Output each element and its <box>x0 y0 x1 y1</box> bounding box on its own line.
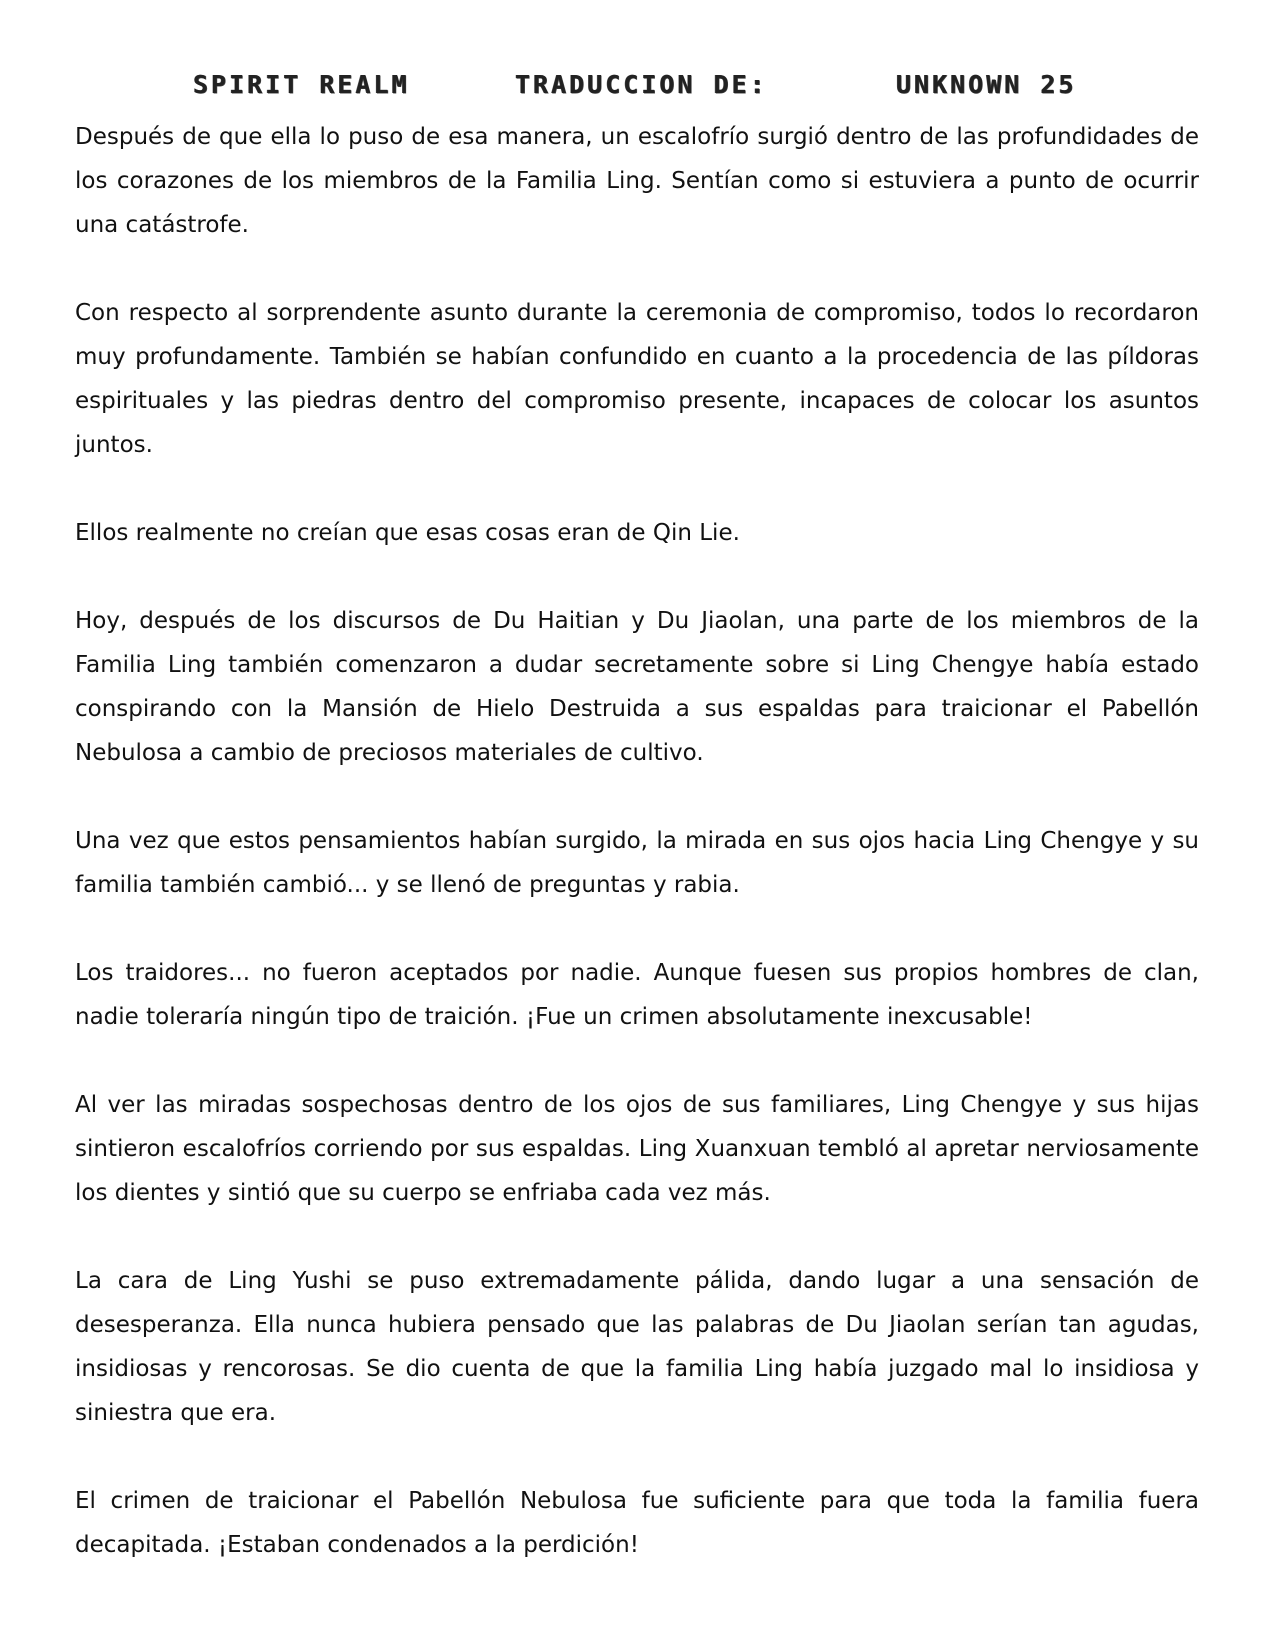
paragraph: El crimen de traicionar el Pabellón Nebulosa fue suficiente para que toda la familia fuera decapitada. ¡Estaban condenados a la perdición! <box>75 1488 1199 1558</box>
paragraph: Después de que ella lo puso de esa manera, un escalofrío surgió dentro de las profundidades de los corazones de los miembros de la Familia Ling. Sentían como si estuviera a punto de ocurrir una catástrofe. <box>75 124 1199 238</box>
paragraph: Hoy, después de los discursos de Du Haitian y Du Jiaolan, una parte de los miembros de la Familia Ling también comenzaron a dudar secretamente sobre si Ling Chengye había estado conspirando con la Mansión de Hielo Destruida a sus espaldas para traicionar el Pabellón Nebulosa a cambio de preciosos materiales de cultivo. <box>75 608 1199 766</box>
header-translation-label: TRADUCCION DE: <box>515 70 768 99</box>
header-translator-name: UNKNOWN 25 <box>896 70 1077 99</box>
paragraph: Una vez que estos pensamientos habían surgido, la mirada en sus ojos hacia Ling Chengye y su familia también cambió... y se llenó de preguntas y rabia. <box>75 828 1199 898</box>
paragraph: Los traidores... no fueron aceptados por nadie. Aunque fuesen sus propios hombres de clan, nadie toleraría ningún tipo de traición. ¡Fue un crimen absolutamente inexcusable! <box>75 960 1199 1030</box>
paragraph: Con respecto al sorprendente asunto durante la ceremonia de compromiso, todos lo recordaron muy profundamente. También se habían confundido en cuanto a la procedencia de las píldoras espirituales y las piedras dentro del compromiso presente, incapaces de colocar los asuntos juntos. <box>75 300 1199 458</box>
header-series-title: SPIRIT REALM <box>193 70 410 99</box>
paragraph: Ellos realmente no creían que esas cosas eran de Qin Lie. <box>75 520 740 546</box>
page-header <box>0 70 1275 110</box>
paragraph: Al ver las miradas sospechosas dentro de los ojos de sus familiares, Ling Chengye y sus hijas sintieron escalofríos corriendo por sus espaldas. Ling Xuanxuan tembló al apretar nerviosamente los dientes y sintió que su cuerpo se enfriaba cada vez más. <box>75 1092 1199 1206</box>
document-body <box>75 115 1199 1611</box>
paragraph: La cara de Ling Yushi se puso extremadamente pálida, dando lugar a una sensación de desesperanza. Ella nunca hubiera pensado que las palabras de Du Jiaolan serían tan agudas, insidiosas y rencorosas. Se dio cuenta de que la familia Ling había juzgado mal lo insidiosa y siniestra que era. <box>75 1268 1199 1426</box>
